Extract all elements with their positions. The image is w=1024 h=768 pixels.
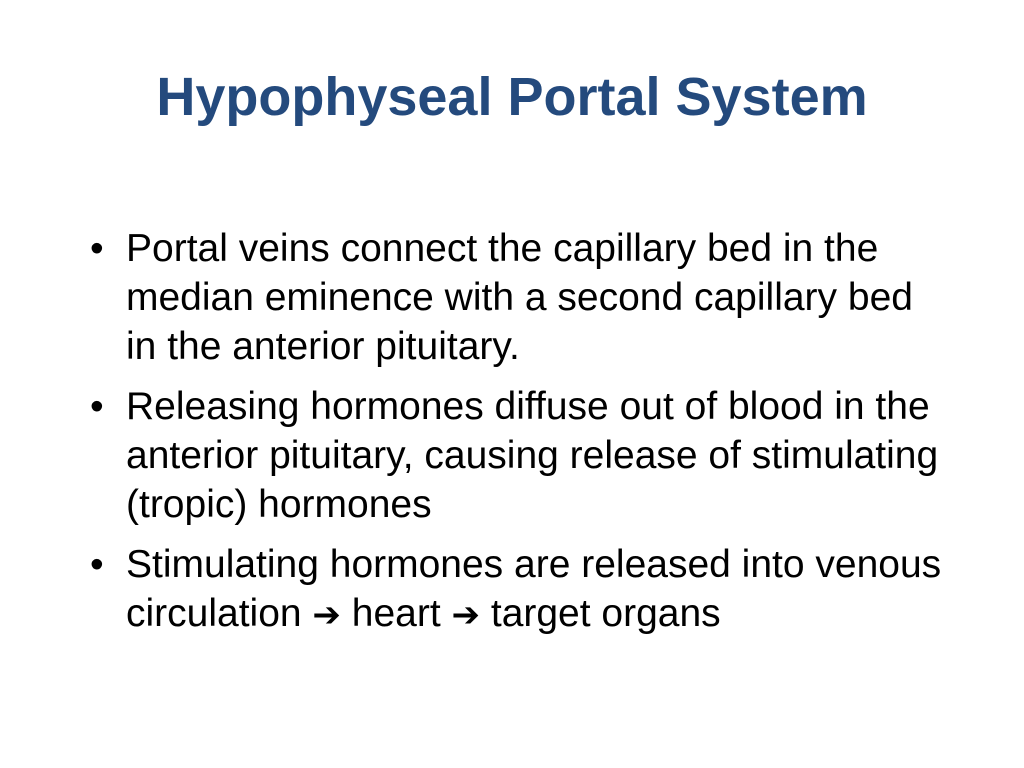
bullet-text: Portal veins connect the capillary bed in the median eminence with a second capillary bed in the anterior pituitary. [126, 227, 913, 368]
bullet-list [84, 224, 954, 651]
bullet-item-stimulating-hormones [84, 540, 954, 640]
bullet-marker: • [90, 227, 104, 270]
right-arrow-icon: ➔ [312, 595, 341, 635]
right-arrow-icon: ➔ [451, 595, 481, 635]
bullet-text-part: target organs [490, 592, 721, 635]
bullet-item-releasing-hormones [84, 382, 954, 529]
slide-title: Hypophyseal Portal System [156, 67, 868, 127]
bullet-text: Releasing hormones diffuse out of blood in the anterior pituitary, causing release of stimulating (tropic) hormones [126, 385, 939, 526]
bullet-item-portal-veins [84, 224, 954, 371]
bullet-text-part: Stimulating hormones are released into venous circulation [126, 543, 942, 635]
bullet-text-part: heart [351, 592, 441, 635]
bullet-marker: • [90, 543, 104, 586]
bullet-marker: • [90, 385, 104, 428]
